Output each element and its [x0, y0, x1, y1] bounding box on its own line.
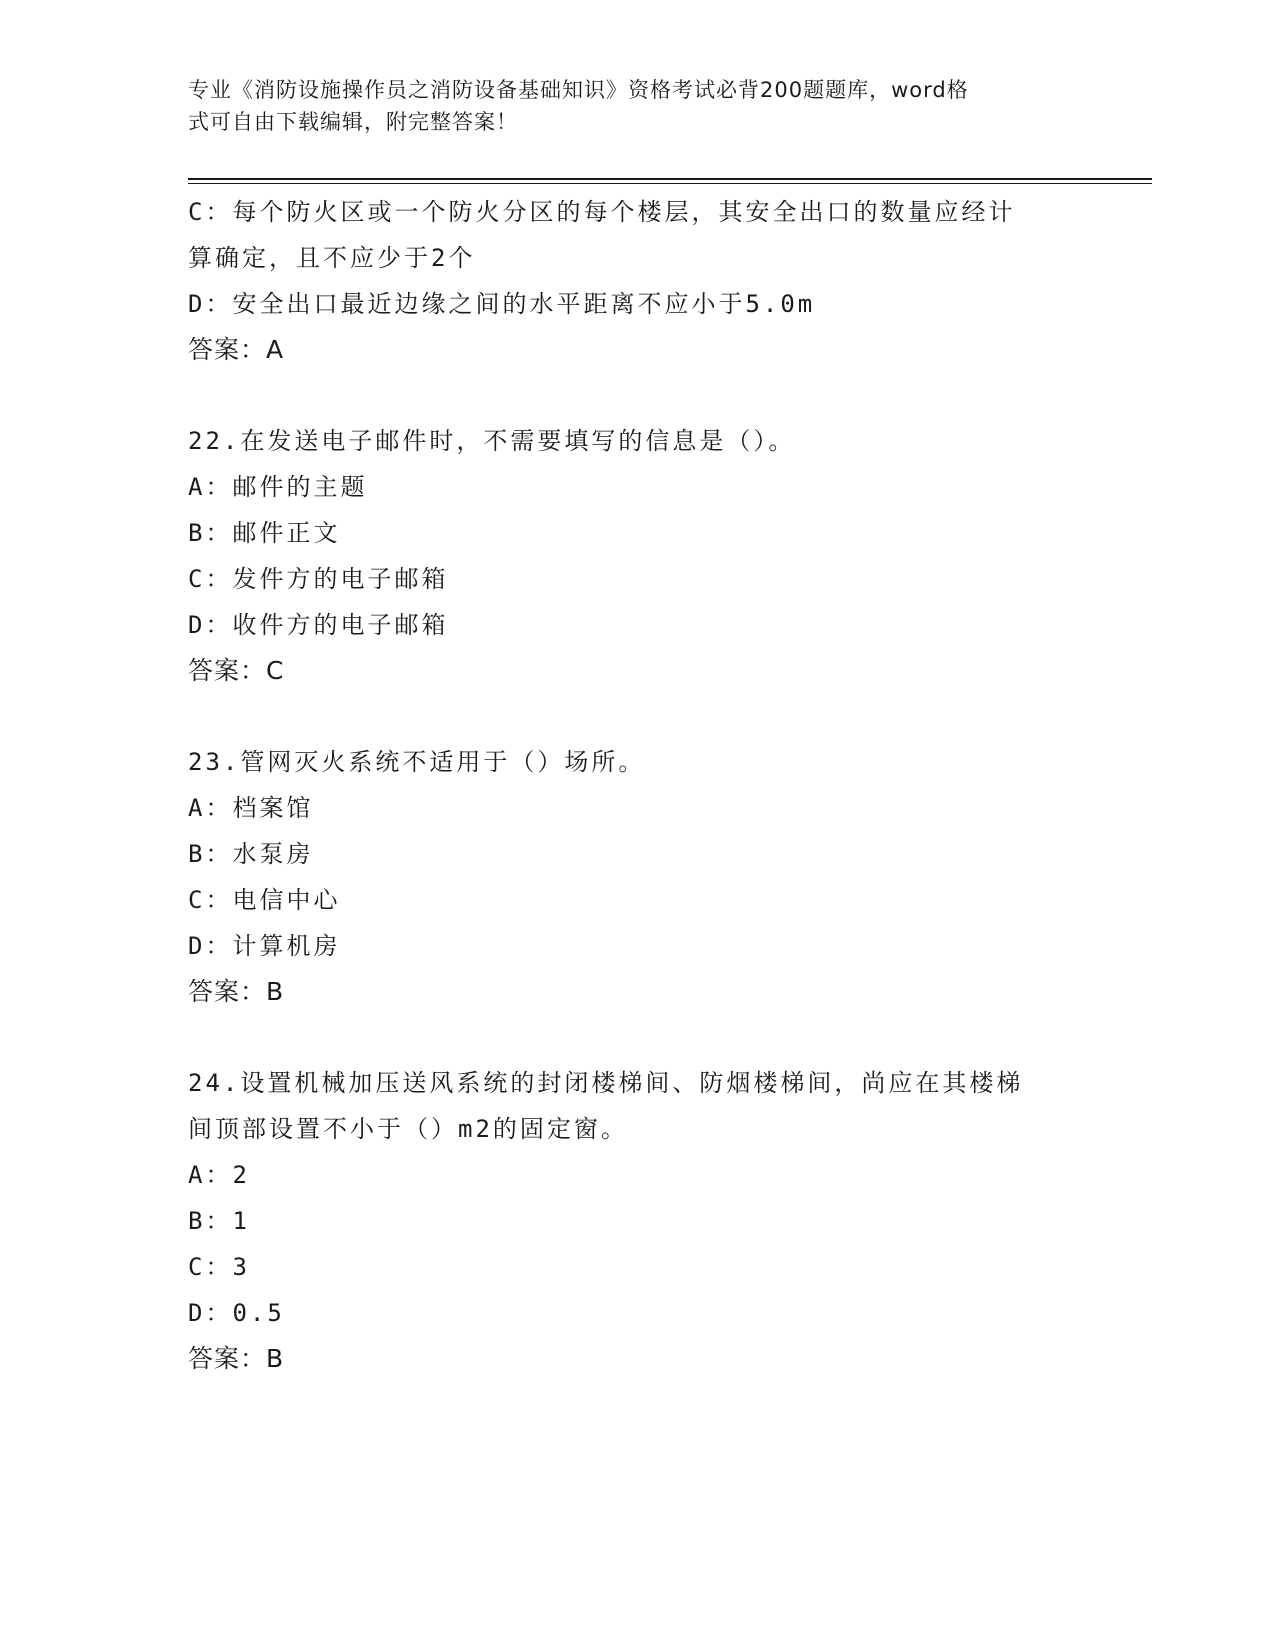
question-23 [188, 739, 1088, 1015]
question-content [188, 189, 1088, 1382]
option-c-line-1: C：每个防火区或一个防火分区的每个楼层，其安全出口的数量应经计 [188, 198, 1016, 226]
option-d: D：收件方的电子邮箱 [188, 611, 449, 639]
option-d: D：安全出口最近边缘之间的水平距离不应小于5.0m [188, 290, 816, 318]
header-divider-thin [188, 183, 1152, 184]
option-a: A：2 [188, 1161, 250, 1189]
question-stem-line-2: 间顶部设置不小于（）m2的固定窗。 [188, 1115, 628, 1143]
option-b: B：1 [188, 1207, 250, 1235]
option-a: A：档案馆 [188, 794, 314, 822]
question-24 [188, 1060, 1088, 1382]
question-22 [188, 418, 1088, 694]
header-divider-thick [188, 178, 1152, 180]
question-stem: 22.在发送电子邮件时，不需要填写的信息是（）。 [188, 427, 796, 455]
answer: 答案：B [188, 977, 285, 1006]
option-c: C：发件方的电子邮箱 [188, 565, 449, 593]
answer: 答案：B [188, 1344, 285, 1373]
answer: 答案：A [188, 335, 285, 364]
option-b: B：水泵房 [188, 840, 314, 868]
answer: 答案：C [188, 656, 285, 685]
option-c: C：电信中心 [188, 886, 341, 914]
option-d: D：0.5 [188, 1299, 285, 1327]
option-d: D：计算机房 [188, 932, 341, 960]
option-b: B：邮件正文 [188, 519, 341, 547]
question-stem-line-1: 24.设置机械加压送风系统的封闭楼梯间、防烟楼梯间，尚应在其楼梯 [188, 1069, 1024, 1097]
option-c-line-2: 算确定，且不应少于2个 [188, 244, 476, 272]
question-21-continued [188, 189, 1088, 373]
header-line-2: 式可自由下载编辑，附完整答案！ [188, 110, 518, 134]
document-header [188, 74, 1088, 138]
option-c: C：3 [188, 1253, 250, 1281]
header-line-1: 专业《消防设施操作员之消防设备基础知识》资格考试必背200题题库，word格 [188, 78, 969, 102]
question-stem: 23.管网灭火系统不适用于（）场所。 [188, 748, 646, 776]
option-a: A：邮件的主题 [188, 473, 368, 501]
